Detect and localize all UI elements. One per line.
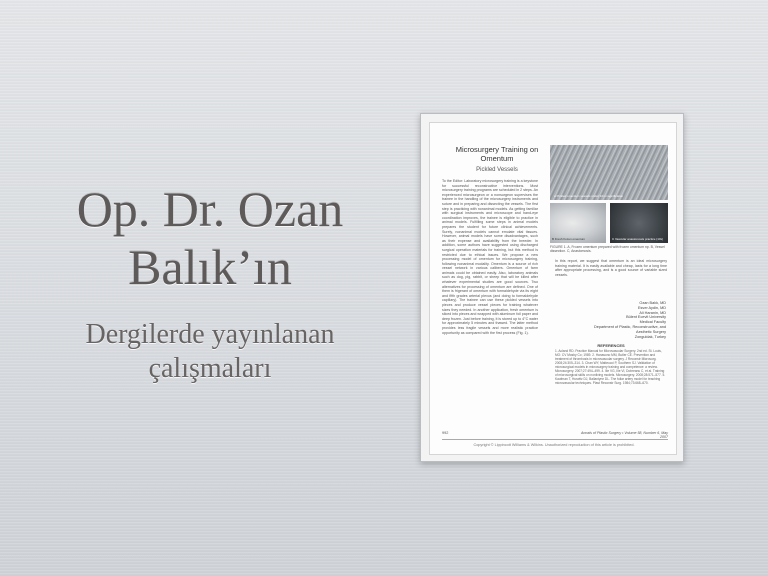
article-thumbnail-frame [420, 113, 684, 462]
figure-caption: FIGURE 1. A, Frozen omentum prepared with frozen omentum np. B, Vessel dissection. C, Anastomosis. [550, 245, 665, 254]
slide-title [40, 180, 380, 296]
copyright-notice: Copyright © Lippincott Williams & Wilkins. Unauthorized reproduction of this article is prohibited. [473, 443, 635, 447]
article-title: Microsurgery Training on Omentum [455, 145, 539, 163]
slide-subtitle-line-2: çalışmaları [148, 353, 272, 384]
figure-c-label: C Vascular anastomosis practice (10x) [612, 237, 664, 241]
slide-title-line-1: Op. Dr. Ozan [76, 181, 344, 237]
figure-b-label: B Fresh frozen omentum [552, 237, 586, 241]
figure-a-label: A Pickled omentum vessels under 10x magnification [554, 194, 624, 198]
journal-footer: Annals of Plastic Surgery • Volume 58, Number 6, May 2007 [580, 431, 668, 439]
slide-subtitle-line-1: Dergilerde yayınlanan [85, 319, 335, 350]
references-heading: REFERENCES [597, 343, 625, 348]
article-left-column: To the Editor: Laboratory microsurgery training is a keystone for successful reconstructive interventions. Most microsurgery training programs are scheduled in 2 steps. An experienced microsurgeon or a nonsurgeon supervises the trainee in the handling of the microsurgery instruments and suture and in preparing and dissecting the vessels. The first step is practicing with nonanimal models. As getting familiar with surgical instruments and microscope and hand-eye coordination improves, the trainee is eligible to practice in animal models. Fulfilling some steps in animal models prepares the student for future clinical achievements. Surely, nonanimal models cannot emulate vital tissues. However, animal models have some disadvantages, such as their expense and availability from the breeder. In addition, some authors have suggested using discharged surgical operation materials for training, but this method is restricted due to ethical issues. We propose a new processing model of omentum for microsurgery training, following nonanimal modality. Omentum is a source of rich vessel network in various calibers. Omentum of farm animals could be obtained easily. Also, laboratory animals such as dog, pig, rabbit, or sheep that will be killed after whatever experimental studies are good sources. Two alternatives for processing of omentum are defined. One of them is frigerant of omentum with formaldehyde via its eight and fifth grades arterial plexus (and doing to formaldehyde capillary). The trainee can use these pickled vessels into pieces and produce vessel pieces for training whatever sizes they needed. In another application, fresh omentum is sliced into pieces and wrapped with aluminum foil paper and deep frozen. Just before training, it is stored up to 4°C water for approximately 5 minutes and thawed. The latter method provides less fragile vessels and more realistic practice opportunity as compared with the first process (Fig. 1). [442, 179, 538, 335]
slide-subtitle [40, 318, 380, 386]
footer-divider [442, 439, 668, 440]
article-kicker: Pickled Vessels [476, 167, 518, 173]
author-block: Ozan Balık, MD Esver Aydin, MD Ali Haranin, MD Bülent Ecevit University Medical Faculty Department of Plastic, Reconstructive, and Aesthetic Surgery Zonguldak, Turkey [594, 301, 666, 339]
article-page [429, 122, 677, 455]
figure-a-image [550, 145, 668, 200]
page-number: 992 [442, 431, 449, 435]
article-right-column: In this report, we suggest that omentum is an ideal microsurgery training material. It is easily available and cheap, lasts for a long time after appropriate processing, and is a good source of variable sized vessels. [555, 259, 667, 277]
references-list: 1. Acland RD. Practice Manual for Microvascular Surgery. 2nd ed. St. Louis, MO: CV Mosby Co; 1989. 2. Hanasono MM, Butler CE. Prevention and treatment of thrombosis in microvascular surgery. J Reconstr Microsurg. 2008;24:305–314. 3. Chan WY, Matteucci P, Southern SJ. Validation of microsurgical models in microsurgery training and competence: a review. Microsurgery. 2007;27:494–499. 4. Ilie VG, Ilie VI, Dobreanu C, et al. Training of microsurgical skills on nonliving models. Microsurgery. 2008;28:571–577. 5. Kaufman T, Hurwitz DJ, Ballantyne DL. The foliar artery model for teaching microvascular techniques. Plast Reconstr Surg. 1984;73:668–670. [555, 349, 666, 385]
slide-title-line-2: Balık’ın [128, 239, 292, 295]
